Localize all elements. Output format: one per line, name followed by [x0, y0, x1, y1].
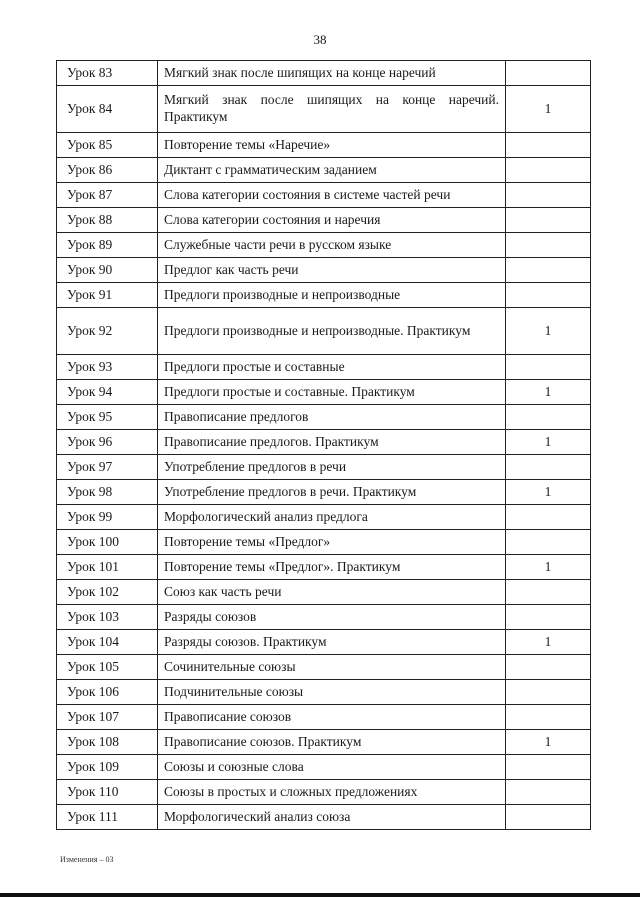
lesson-topic-cell: Разряды союзов [158, 605, 506, 630]
table-row [57, 555, 591, 580]
table-row [57, 780, 591, 805]
lesson-hours-cell [506, 233, 591, 258]
lesson-hours-cell [506, 283, 591, 308]
table-row [57, 283, 591, 308]
lesson-number-cell: Урок 103 [57, 605, 158, 630]
lesson-topic-cell: Употребление предлогов в речи. Практикум [158, 480, 506, 505]
lesson-hours-cell: 1 [506, 430, 591, 455]
lesson-hours-cell [506, 455, 591, 480]
lesson-topic-cell: Союз как часть речи [158, 580, 506, 605]
lesson-hours-cell [506, 805, 591, 830]
lesson-hours-cell [506, 133, 591, 158]
lesson-hours-cell: 1 [506, 555, 591, 580]
lesson-topic-cell: Союзы в простых и сложных предложениях [158, 780, 506, 805]
lesson-number-cell: Урок 105 [57, 655, 158, 680]
lesson-number-cell: Урок 97 [57, 455, 158, 480]
table-row [57, 580, 591, 605]
lesson-topic-cell: Союзы и союзные слова [158, 755, 506, 780]
lesson-number-cell: Урок 88 [57, 208, 158, 233]
lesson-topic-cell: Употребление предлогов в речи [158, 455, 506, 480]
table-row [57, 805, 591, 830]
bottom-border [0, 893, 640, 897]
lesson-number-cell: Урок 86 [57, 158, 158, 183]
lesson-number-cell: Урок 100 [57, 530, 158, 555]
table-row [57, 680, 591, 705]
lesson-number-cell: Урок 84 [57, 86, 158, 133]
lesson-topic-cell: Служебные части речи в русском языке [158, 233, 506, 258]
lesson-topic-cell: Правописание союзов. Практикум [158, 730, 506, 755]
lesson-topic-cell: Предлог как часть речи [158, 258, 506, 283]
table-row [57, 705, 591, 730]
lesson-topic-cell: Мягкий знак после шипящих на конце наречий. Практикум [158, 86, 506, 133]
lesson-number-cell: Урок 102 [57, 580, 158, 605]
table-row [57, 208, 591, 233]
lesson-number-cell: Урок 109 [57, 755, 158, 780]
table-row [57, 61, 591, 86]
footer-note: Изменения – 03 [60, 855, 114, 864]
lesson-number-cell: Урок 106 [57, 680, 158, 705]
lesson-topic-cell: Предлоги простые и составные [158, 355, 506, 380]
table-row [57, 530, 591, 555]
lesson-hours-cell [506, 158, 591, 183]
lesson-topic-cell: Повторение темы «Предлог». Практикум [158, 555, 506, 580]
table-row [57, 133, 591, 158]
lesson-hours-cell [506, 705, 591, 730]
page-number: 38 [313, 32, 327, 47]
lesson-topic-cell: Мягкий знак после шипящих на конце наречий [158, 61, 506, 86]
lesson-hours-cell [506, 680, 591, 705]
lesson-topic-cell: Повторение темы «Предлог» [158, 530, 506, 555]
table-row [57, 405, 591, 430]
lesson-hours-cell [506, 780, 591, 805]
table-row [57, 233, 591, 258]
lesson-hours-cell [506, 505, 591, 530]
lesson-topic-cell: Предлоги простые и составные. Практикум [158, 380, 506, 405]
lesson-hours-cell [506, 61, 591, 86]
table-row [57, 380, 591, 405]
lesson-hours-cell [506, 655, 591, 680]
table-row [57, 505, 591, 530]
lesson-topic-cell: Предлоги производные и непроизводные [158, 283, 506, 308]
table-row [57, 755, 591, 780]
lesson-hours-cell [506, 258, 591, 283]
table-row [57, 430, 591, 455]
table-row [57, 455, 591, 480]
lesson-hours-cell: 1 [506, 86, 591, 133]
lesson-number-cell: Урок 101 [57, 555, 158, 580]
lesson-hours-cell: 1 [506, 380, 591, 405]
lesson-topic-cell: Разряды союзов. Практикум [158, 630, 506, 655]
lesson-topic-cell: Повторение темы «Наречие» [158, 133, 506, 158]
lesson-topic-cell: Диктант с грамматическим заданием [158, 158, 506, 183]
lesson-hours-cell: 1 [506, 630, 591, 655]
table-row [57, 630, 591, 655]
table-row [57, 86, 591, 133]
lesson-topic-cell: Подчинительные союзы [158, 680, 506, 705]
lesson-number-cell: Урок 98 [57, 480, 158, 505]
lesson-hours-cell [506, 580, 591, 605]
lesson-hours-cell [506, 530, 591, 555]
lesson-number-cell: Урок 95 [57, 405, 158, 430]
lesson-number-cell: Урок 92 [57, 308, 158, 355]
lesson-number-cell: Урок 89 [57, 233, 158, 258]
lesson-hours-cell [506, 208, 591, 233]
lesson-topic-cell: Слова категории состояния в системе частей речи [158, 183, 506, 208]
table-row [57, 258, 591, 283]
lesson-number-cell: Урок 108 [57, 730, 158, 755]
lesson-hours-cell [506, 605, 591, 630]
lesson-hours-cell [506, 405, 591, 430]
lesson-topic-cell: Сочинительные союзы [158, 655, 506, 680]
lesson-number-cell: Урок 87 [57, 183, 158, 208]
lesson-hours-cell [506, 355, 591, 380]
table-row [57, 183, 591, 208]
lesson-number-cell: Урок 111 [57, 805, 158, 830]
lesson-hours-cell [506, 183, 591, 208]
lesson-number-cell: Урок 99 [57, 505, 158, 530]
lesson-number-cell: Урок 110 [57, 780, 158, 805]
table-row [57, 655, 591, 680]
table-row [57, 730, 591, 755]
lesson-number-cell: Урок 85 [57, 133, 158, 158]
lesson-topic-cell: Морфологический анализ союза [158, 805, 506, 830]
table-row [57, 480, 591, 505]
lesson-number-cell: Урок 91 [57, 283, 158, 308]
lesson-topic-cell: Предлоги производные и непроизводные. Практикум [158, 308, 506, 355]
table-row [57, 158, 591, 183]
lesson-hours-cell [506, 755, 591, 780]
table-row [57, 605, 591, 630]
lesson-topic-cell: Правописание предлогов [158, 405, 506, 430]
lesson-number-cell: Урок 96 [57, 430, 158, 455]
lesson-hours-cell: 1 [506, 730, 591, 755]
table-row [57, 355, 591, 380]
lesson-table [56, 60, 591, 830]
lesson-number-cell: Урок 104 [57, 630, 158, 655]
lesson-topic-cell: Правописание предлогов. Практикум [158, 430, 506, 455]
lesson-number-cell: Урок 83 [57, 61, 158, 86]
lesson-hours-cell: 1 [506, 308, 591, 355]
lesson-topic-cell: Слова категории состояния и наречия [158, 208, 506, 233]
lesson-number-cell: Урок 93 [57, 355, 158, 380]
lesson-topic-cell: Морфологический анализ предлога [158, 505, 506, 530]
lesson-number-cell: Урок 90 [57, 258, 158, 283]
lesson-number-cell: Урок 107 [57, 705, 158, 730]
lesson-hours-cell: 1 [506, 480, 591, 505]
lesson-topic-cell: Правописание союзов [158, 705, 506, 730]
table-row [57, 308, 591, 355]
lesson-number-cell: Урок 94 [57, 380, 158, 405]
